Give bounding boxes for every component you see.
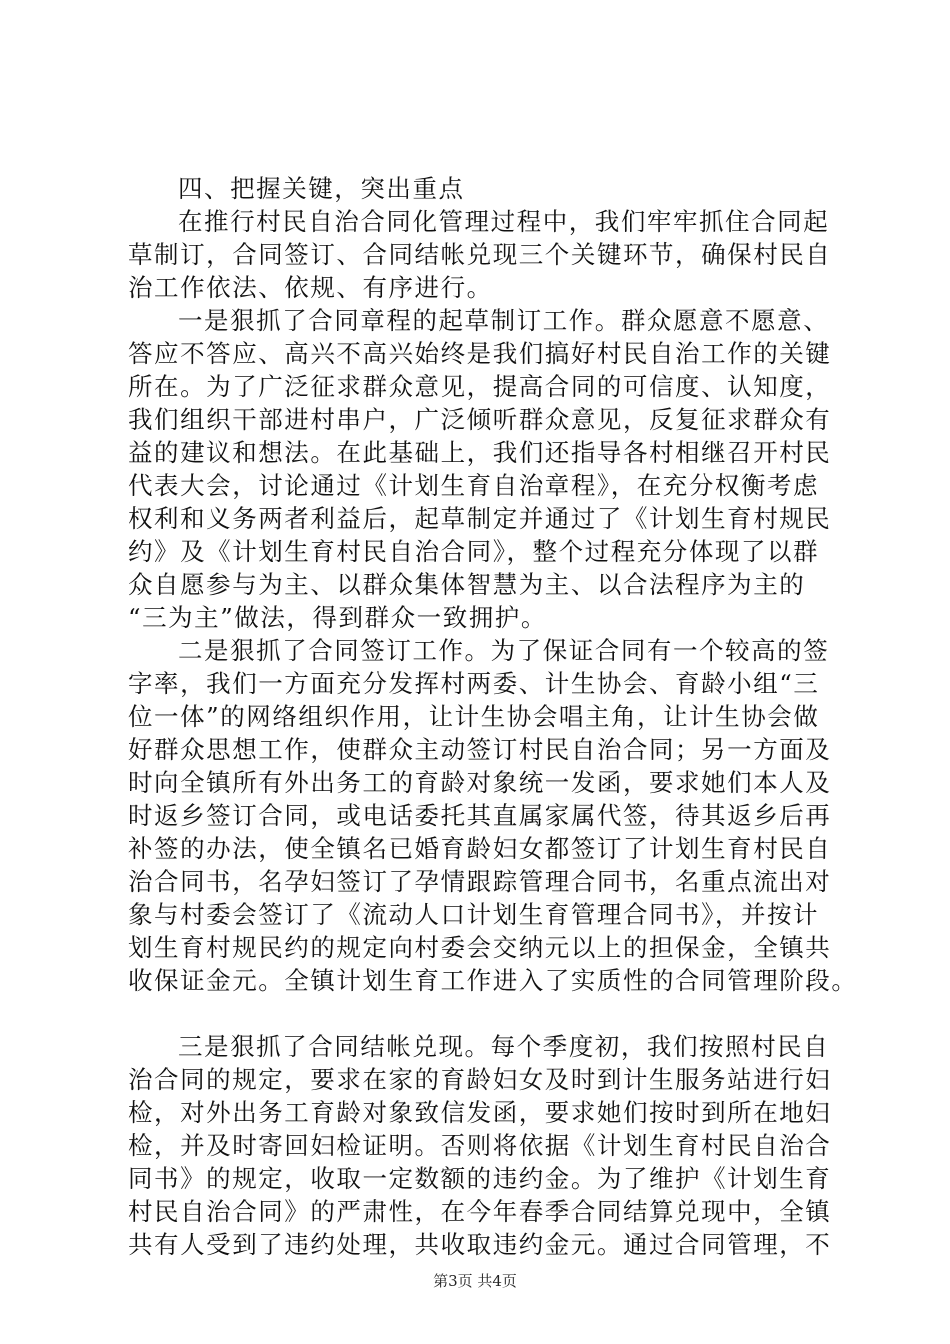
text-line: 众自愿参与为主、以群众集体智慧为主、以合法程序为主的 <box>128 570 806 599</box>
text-line: 好群众思想工作，使群众主动签订村民自治合同；另一方面及 <box>128 735 832 764</box>
text-line: 代表大会，讨论通过《计划生育自治章程》，在充分权衡考虑 <box>128 471 820 500</box>
paragraph-1 <box>128 205 842 304</box>
text-line: 检，对外出务工育龄对象致信发函，要求她们按时到所在地妇 <box>128 1098 832 1127</box>
text-line: 字率，我们一方面充分发挥村两委、计生协会、育龄小组“三 <box>128 669 820 698</box>
text-line: 收保证金元。全镇计划生育工作进入了实质性的合同管理阶段。 <box>128 966 858 995</box>
text-line: 治工作依法、依规、有序进行。 <box>128 273 493 302</box>
text-line: 时向全镇所有外出务工的育龄对象统一发函，要求她们本人及 <box>128 768 832 797</box>
text-line: 我们组织干部进村串户，广泛倾听群众意见，反复征求群众有 <box>128 405 832 434</box>
text-line: 位一体”的网络组织作用，让计生协会唱主角，让计生协会做 <box>128 702 820 731</box>
text-line: 所在。为了广泛征求群众意见，提高合同的可信度、认知度， <box>128 372 832 401</box>
page-number-footer: 第3页 共4页 <box>433 1272 517 1290</box>
text-line: 约》及《计划生育村民自治合同》，整个过程充分体现了以群 <box>128 537 820 566</box>
text-line: 治合同书，名孕妇签订了孕情跟踪管理合同书，名重点流出对 <box>128 867 832 896</box>
paragraph-3 <box>128 634 858 997</box>
text-line: 益的建议和想法。在此基础上，我们还指导各村相继召开村民 <box>128 438 832 467</box>
text-line: 草制订，合同签订、合同结帐兑现三个关键环节，确保村民自 <box>128 240 832 269</box>
text-line: 村民自治合同》的严肃性，在今年春季合同结算兑现中，全镇 <box>128 1197 832 1226</box>
text-line: 划生育村规民约的规定向村委会交纳元以上的担保金，全镇共 <box>128 933 832 962</box>
paragraph-gap <box>128 997 842 1030</box>
text-line: 在推行村民自治合同化管理过程中，我们牢牢抓住合同起 <box>178 207 830 236</box>
text-line: “三为主”做法，得到群众一致拥护。 <box>128 603 547 632</box>
section-heading: 四、把握关键，突出重点 <box>178 174 465 203</box>
text-line: 时返乡签订合同，或电话委托其直属家属代签，待其返乡后再 <box>128 801 832 830</box>
text-line: 权利和义务两者利益后，起草制定并通过了《计划生育村规民 <box>128 504 832 533</box>
document-body <box>128 172 858 1261</box>
text-line: 检，并及时寄回妇检证明。否则将依据《计划生育村民自治合 <box>128 1131 832 1160</box>
paragraph-4 <box>128 1030 842 1261</box>
text-line: 共有人受到了违约处理，共收取违约金元。通过合同管理，不 <box>128 1230 832 1259</box>
text-line: 补签的办法，使全镇名已婚育龄妇女都签订了计划生育村民自 <box>128 834 832 863</box>
text-line: 一是狠抓了合同章程的起草制订工作。群众愿意不愿意、 <box>178 306 830 335</box>
paragraph-2 <box>128 304 842 634</box>
text-line: 治合同的规定，要求在家的育龄妇女及时到计生服务站进行妇 <box>128 1065 832 1094</box>
text-line: 三是狠抓了合同结帐兑现。每个季度初，我们按照村民自 <box>178 1032 830 1061</box>
text-line: 二是狠抓了合同签订工作。为了保证合同有一个较高的签 <box>178 636 830 665</box>
text-line: 同书》的规定，收取一定数额的违约金。为了维护《计划生育 <box>128 1164 832 1193</box>
text-line: 象与村委会签订了《流动人口计划生育管理合同书》，并按计 <box>128 900 820 929</box>
text-line: 答应不答应、高兴不高兴始终是我们搞好村民自治工作的关键 <box>128 339 832 368</box>
